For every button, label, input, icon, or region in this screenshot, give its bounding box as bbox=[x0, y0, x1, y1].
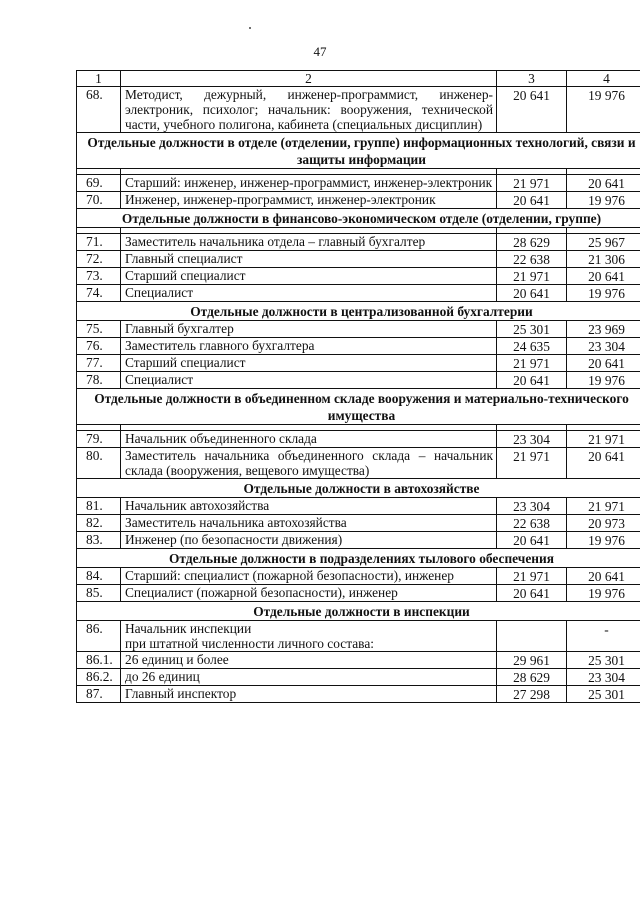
position-title: Заместитель начальника автохозяйства bbox=[121, 515, 497, 532]
table-row bbox=[77, 251, 640, 268]
position-title: Старший специалист bbox=[121, 355, 497, 372]
salary-value-1: 24 635 bbox=[497, 338, 567, 355]
table-row bbox=[77, 234, 640, 251]
salary-value-2: 20 641 bbox=[567, 448, 640, 479]
position-title: Заместитель начальника объединенного склада – начальник склада (вооружения, вещевого имущества) bbox=[121, 448, 497, 479]
table-row bbox=[77, 268, 640, 285]
scan-speck bbox=[249, 27, 251, 29]
salary-value-2: 20 641 bbox=[567, 268, 640, 285]
salary-value-1: 21 971 bbox=[497, 175, 567, 192]
salary-value-1: 21 971 bbox=[497, 448, 567, 479]
salary-value-1 bbox=[497, 621, 567, 652]
salary-value-2: 21 971 bbox=[567, 431, 640, 448]
salary-value-2: 19 976 bbox=[567, 192, 640, 209]
row-number: 79. bbox=[77, 431, 121, 448]
position-title: Инженер, инженер-программист, инженер-электроник bbox=[121, 192, 497, 209]
header-col-1: 1 bbox=[77, 71, 121, 87]
salary-value-2: - bbox=[567, 621, 640, 652]
row-number: 68. bbox=[77, 87, 121, 133]
salary-value-1: 20 641 bbox=[497, 585, 567, 602]
salary-value-1: 21 971 bbox=[497, 268, 567, 285]
salary-value-1: 28 629 bbox=[497, 669, 567, 686]
salary-value-2: 19 976 bbox=[567, 285, 640, 302]
row-number: 83. bbox=[77, 532, 121, 549]
row-number: 76. bbox=[77, 338, 121, 355]
salary-value-2: 23 304 bbox=[567, 338, 640, 355]
salary-table bbox=[76, 70, 640, 703]
salary-value-1: 20 641 bbox=[497, 192, 567, 209]
row-number: 81. bbox=[77, 498, 121, 515]
row-number: 69. bbox=[77, 175, 121, 192]
table-row bbox=[77, 355, 640, 372]
table-row bbox=[77, 372, 640, 389]
salary-value-2: 19 976 bbox=[567, 532, 640, 549]
salary-value-2: 19 976 bbox=[567, 87, 640, 133]
section-heading-row bbox=[77, 133, 640, 169]
salary-value-1: 27 298 bbox=[497, 686, 567, 703]
salary-value-2: 25 301 bbox=[567, 652, 640, 669]
page-number: 47 bbox=[313, 44, 327, 59]
salary-value-1: 20 641 bbox=[497, 532, 567, 549]
row-number: 70. bbox=[77, 192, 121, 209]
salary-value-1: 23 304 bbox=[497, 431, 567, 448]
table-row bbox=[77, 515, 640, 532]
header-col-4: 4 bbox=[567, 71, 640, 87]
row-number: 75. bbox=[77, 321, 121, 338]
table-row bbox=[77, 568, 640, 585]
salary-value-2: 20 641 bbox=[567, 568, 640, 585]
position-title-line-2: при штатной численности личного состава: bbox=[125, 636, 374, 651]
position-title-line-1: Начальник инспекции bbox=[125, 621, 252, 636]
table-row bbox=[77, 87, 640, 133]
section-heading: Отдельные должности в отделе (отделении, группе) информационных технологий, связи и защиты информации bbox=[77, 133, 640, 169]
section-heading-row bbox=[77, 549, 640, 568]
table-row bbox=[77, 621, 640, 652]
section-heading-row bbox=[77, 209, 640, 228]
header-col-3: 3 bbox=[497, 71, 567, 87]
row-number: 86. bbox=[77, 621, 121, 652]
row-number: 72. bbox=[77, 251, 121, 268]
position-title: Начальник объединенного склада bbox=[121, 431, 497, 448]
salary-value-2: 20 641 bbox=[567, 355, 640, 372]
salary-value-2: 23 969 bbox=[567, 321, 640, 338]
section-heading: Отдельные должности в инспекции bbox=[77, 602, 640, 621]
table-row bbox=[77, 175, 640, 192]
position-title: Специалист (пожарной безопасности), инженер bbox=[121, 585, 497, 602]
salary-value-1: 23 304 bbox=[497, 498, 567, 515]
salary-value-1: 28 629 bbox=[497, 234, 567, 251]
salary-value-2: 19 976 bbox=[567, 585, 640, 602]
salary-value-1: 25 301 bbox=[497, 321, 567, 338]
row-number: 74. bbox=[77, 285, 121, 302]
salary-value-2: 21 971 bbox=[567, 498, 640, 515]
table-row bbox=[77, 338, 640, 355]
section-heading-row bbox=[77, 479, 640, 498]
section-heading-row bbox=[77, 602, 640, 621]
table-row bbox=[77, 532, 640, 549]
position-title: Заместитель главного бухгалтера bbox=[121, 338, 497, 355]
table-row bbox=[77, 192, 640, 209]
position-title bbox=[121, 621, 497, 652]
row-number: 73. bbox=[77, 268, 121, 285]
position-title: Главный бухгалтер bbox=[121, 321, 497, 338]
salary-value-1: 20 641 bbox=[497, 372, 567, 389]
salary-value-2: 25 301 bbox=[567, 686, 640, 703]
row-number: 87. bbox=[77, 686, 121, 703]
position-title: Старший: специалист (пожарной безопасности), инженер bbox=[121, 568, 497, 585]
row-number: 82. bbox=[77, 515, 121, 532]
row-number: 77. bbox=[77, 355, 121, 372]
position-title: Специалист bbox=[121, 372, 497, 389]
row-number: 71. bbox=[77, 234, 121, 251]
section-heading: Отдельные должности в подразделениях тылового обеспечения bbox=[77, 549, 640, 568]
section-heading: Отдельные должности в автохозяйстве bbox=[77, 479, 640, 498]
position-title: до 26 единиц bbox=[121, 669, 497, 686]
row-number: 86.2. bbox=[77, 669, 121, 686]
row-number: 84. bbox=[77, 568, 121, 585]
table-row bbox=[77, 448, 640, 479]
salary-value-1: 22 638 bbox=[497, 251, 567, 268]
salary-value-1: 22 638 bbox=[497, 515, 567, 532]
position-title: Инженер (по безопасности движения) bbox=[121, 532, 497, 549]
section-heading: Отдельные должности в финансово-экономическом отделе (отделении, группе) bbox=[77, 209, 640, 228]
salary-value-2: 20 973 bbox=[567, 515, 640, 532]
section-heading: Отдельные должности в централизованной бухгалтерии bbox=[77, 302, 640, 321]
position-title: Главный специалист bbox=[121, 251, 497, 268]
table-row bbox=[77, 431, 640, 448]
salary-value-2: 23 304 bbox=[567, 669, 640, 686]
position-title: Главный инспектор bbox=[121, 686, 497, 703]
table-row bbox=[77, 285, 640, 302]
salary-value-2: 19 976 bbox=[567, 372, 640, 389]
row-number: 86.1. bbox=[77, 652, 121, 669]
salary-value-2: 20 641 bbox=[567, 175, 640, 192]
header-col-2: 2 bbox=[121, 71, 497, 87]
table-row bbox=[77, 669, 640, 686]
row-number: 85. bbox=[77, 585, 121, 602]
salary-value-1: 21 971 bbox=[497, 568, 567, 585]
header-row bbox=[77, 71, 640, 87]
position-title: Старший: инженер, инженер-программист, инженер-электроник bbox=[121, 175, 497, 192]
row-number: 80. bbox=[77, 448, 121, 479]
table-row bbox=[77, 498, 640, 515]
table-row bbox=[77, 585, 640, 602]
row-number: 78. bbox=[77, 372, 121, 389]
table-row bbox=[77, 652, 640, 669]
section-heading-row bbox=[77, 302, 640, 321]
salary-value-1: 20 641 bbox=[497, 87, 567, 133]
salary-value-2: 25 967 bbox=[567, 234, 640, 251]
position-title: Заместитель начальника отдела – главный бухгалтер bbox=[121, 234, 497, 251]
salary-value-2: 21 306 bbox=[567, 251, 640, 268]
section-heading-row bbox=[77, 389, 640, 425]
salary-value-1: 21 971 bbox=[497, 355, 567, 372]
table-row bbox=[77, 321, 640, 338]
salary-value-1: 29 961 bbox=[497, 652, 567, 669]
position-title: 26 единиц и более bbox=[121, 652, 497, 669]
section-heading: Отдельные должности в объединенном складе вооружения и материально-технического имущества bbox=[77, 389, 640, 425]
position-title: Методист, дежурный, инженер-программист, инженер-электроник, психолог; начальник: вооружения, технической части, учебного полигона, кабинета (специальных дисциплин) bbox=[121, 87, 497, 133]
position-title: Специалист bbox=[121, 285, 497, 302]
position-title: Старший специалист bbox=[121, 268, 497, 285]
table-row bbox=[77, 686, 640, 703]
salary-value-1: 20 641 bbox=[497, 285, 567, 302]
position-title: Начальник автохозяйства bbox=[121, 498, 497, 515]
